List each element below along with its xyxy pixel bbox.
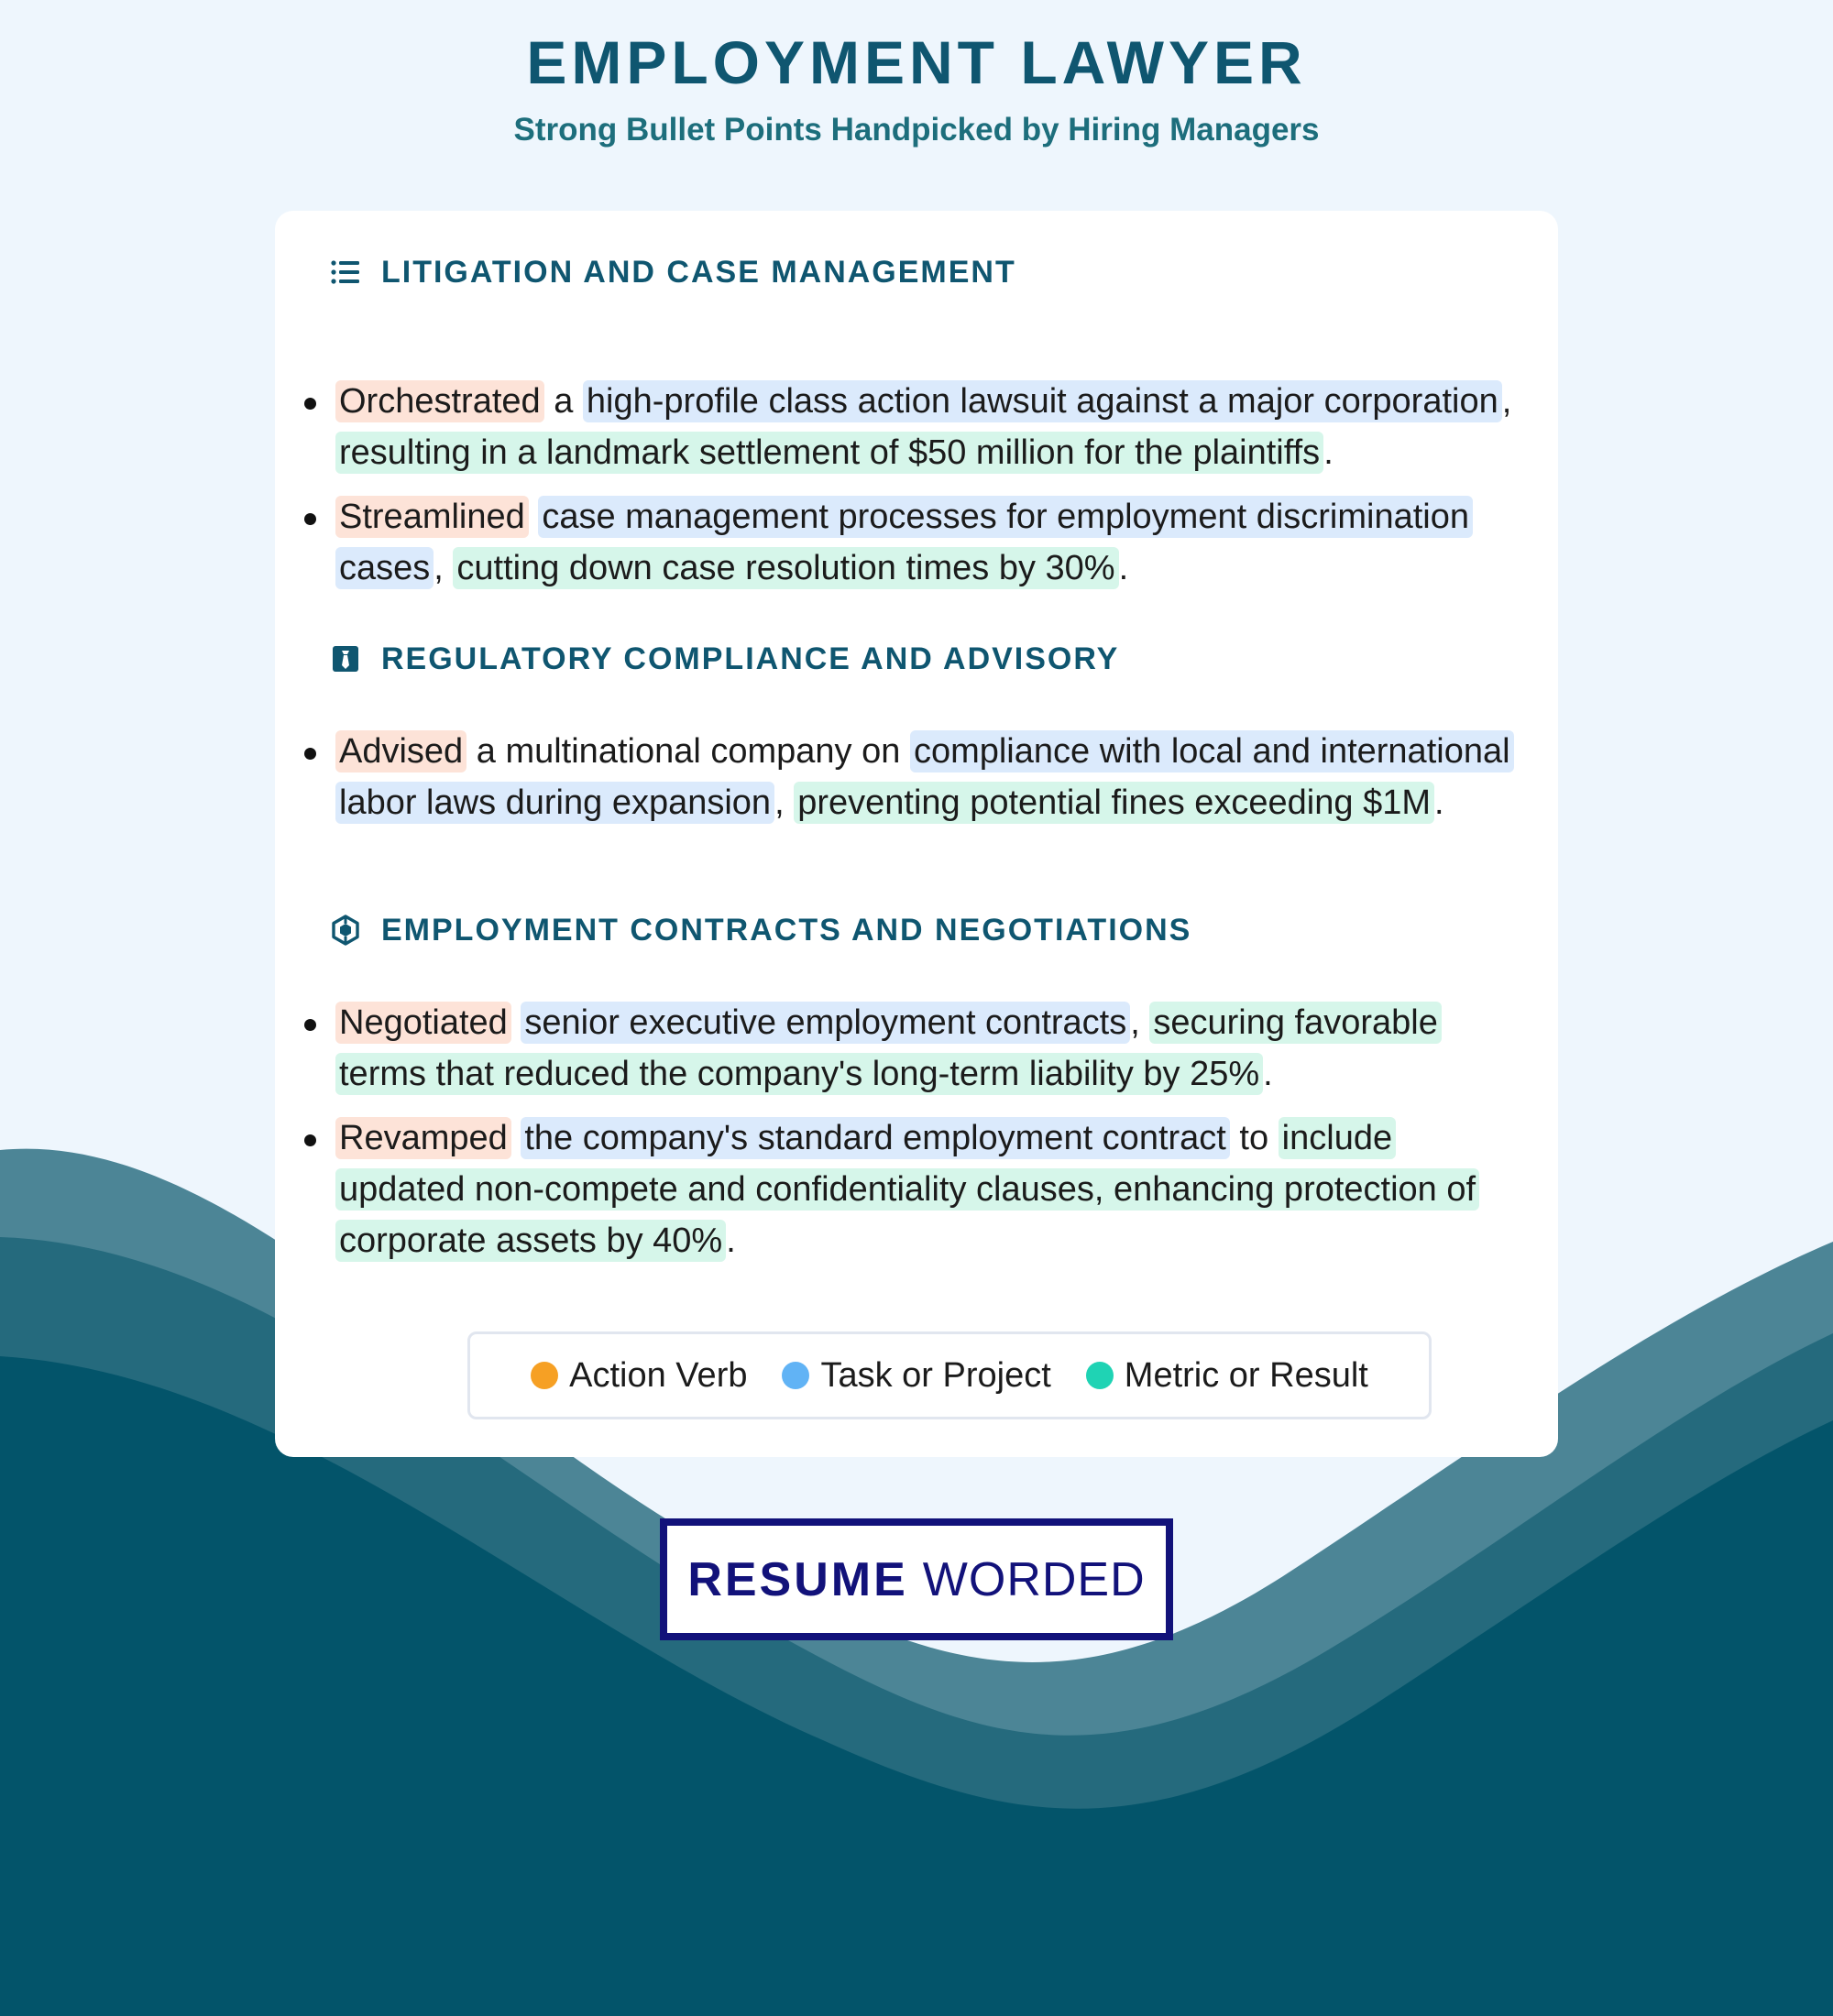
- metric-highlight: resulting in a landmark settlement of $50 million for the plaintiffs: [335, 432, 1323, 474]
- bullet-text: to: [1229, 1119, 1279, 1157]
- bullet-text: [511, 1003, 521, 1042]
- section-title: LITIGATION AND CASE MANAGEMENT: [381, 254, 1016, 290]
- bullet-text: .: [1118, 549, 1129, 587]
- blue-dot-icon: [782, 1362, 809, 1389]
- metric-highlight: securing favorable terms that reduced the company's long-term liability by 25%: [335, 1002, 1442, 1095]
- bullet-text: a: [543, 382, 583, 421]
- legend-label: Task or Project: [820, 1355, 1051, 1395]
- action-highlight: Revamped: [335, 1117, 511, 1159]
- bullet-text: ,: [434, 549, 454, 587]
- task-highlight: high-profile class action lawsuit against a major corporation: [583, 380, 1502, 422]
- legend-task-or-project: [782, 1356, 1050, 1396]
- action-highlight: Orchestrated: [335, 380, 544, 422]
- bullet-item: [335, 726, 1518, 828]
- bullet-text: ,: [1501, 382, 1512, 421]
- task-highlight: senior executive employment contracts: [521, 1002, 1130, 1044]
- section-header: [330, 910, 1191, 950]
- metric-highlight: preventing potential fines exceeding $1M: [794, 782, 1434, 824]
- bullet-text: ,: [1130, 1003, 1150, 1042]
- task-highlight: the company's standard employment contract: [521, 1117, 1230, 1159]
- bullet-text: [511, 1119, 521, 1157]
- action-highlight: Advised: [335, 730, 466, 772]
- bullet-text: a multinational company on: [466, 732, 910, 771]
- task-highlight: case management processes for employment discrimination cases: [335, 496, 1473, 589]
- tie-badge-icon: [330, 643, 361, 674]
- bullet-item: [335, 491, 1518, 594]
- bullet-text: ,: [774, 783, 795, 822]
- section-header: [330, 252, 1016, 292]
- teal-dot-icon: [1086, 1362, 1114, 1389]
- orange-dot-icon: [531, 1362, 558, 1389]
- bullet-list: [335, 997, 1518, 1279]
- bullet-points-card: [275, 211, 1558, 1457]
- section-header: [330, 639, 1119, 679]
- page-subtitle: Strong Bullet Points Handpicked by Hiring Managers: [513, 112, 1320, 148]
- logo-light-text: WORDED: [922, 1552, 1146, 1606]
- legend-label: Metric or Result: [1124, 1355, 1368, 1395]
- hexagon-cube-icon: [330, 915, 361, 946]
- bullet-list: [335, 726, 1518, 841]
- section-title: EMPLOYMENT CONTRACTS AND NEGOTIATIONS: [381, 912, 1192, 948]
- bullet-text: .: [726, 1222, 736, 1260]
- logo-bold-text: RESUME: [687, 1552, 908, 1606]
- resume-worded-logo[interactable]: [660, 1518, 1173, 1640]
- legend-action-verb: [531, 1356, 747, 1396]
- bullet-item: [335, 376, 1518, 478]
- bullet-text: .: [1323, 433, 1334, 472]
- bullet-list: [335, 376, 1518, 607]
- legend-label: Action Verb: [569, 1355, 748, 1395]
- bullet-item: [335, 1112, 1518, 1266]
- bullet-item: [335, 997, 1518, 1100]
- action-highlight: Negotiated: [335, 1002, 511, 1044]
- list-icon: [330, 257, 361, 288]
- bullet-text: [529, 498, 539, 536]
- action-highlight: Streamlined: [335, 496, 529, 538]
- task-highlight: compliance with local and international labor laws during expansion: [335, 730, 1514, 824]
- bullet-text: .: [1263, 1055, 1273, 1093]
- page-title: EMPLOYMENT LAWYER: [526, 28, 1307, 96]
- legend-metric-or-result: [1086, 1356, 1368, 1396]
- metric-highlight: include updated non-compete and confidentiality clauses, enhancing protection of corporate assets by 40%: [335, 1117, 1479, 1262]
- highlight-legend: [467, 1331, 1432, 1419]
- metric-highlight: cutting down case resolution times by 30%: [453, 547, 1118, 589]
- section-title: REGULATORY COMPLIANCE AND ADVISORY: [381, 641, 1120, 676]
- bullet-text: .: [1434, 783, 1444, 822]
